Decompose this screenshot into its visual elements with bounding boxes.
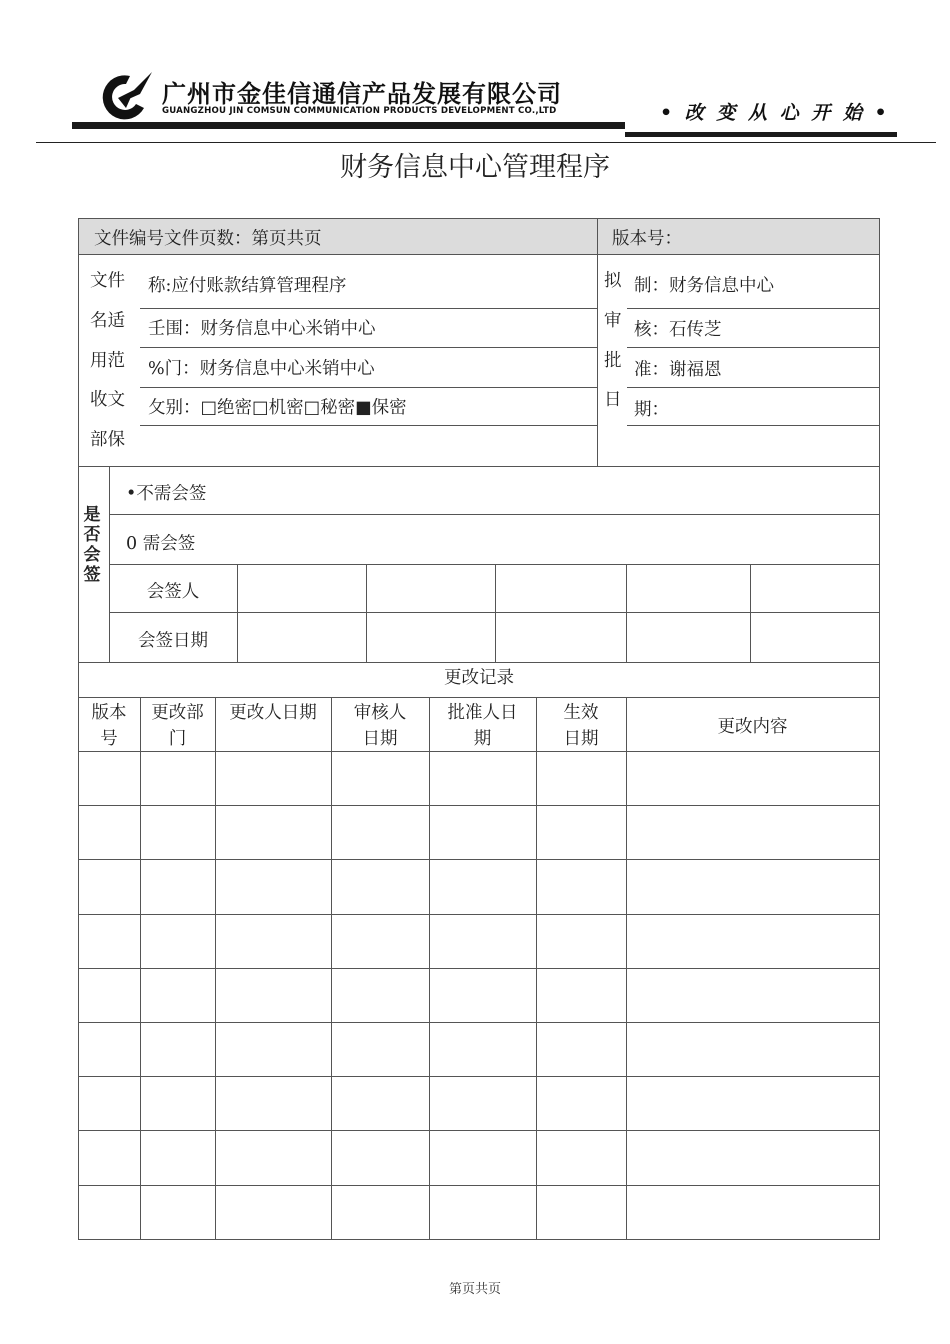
prepared-by: 制：财务信息中心 — [634, 276, 774, 296]
left-label-5: 部保 — [90, 430, 125, 450]
company-logo-icon — [96, 68, 156, 124]
right-label-3: 批 — [604, 351, 622, 371]
company-slogan: • 改 变 从 心 开 始 • — [660, 102, 890, 124]
col-header-changer-date: 更改人日期 — [229, 703, 317, 723]
approved-by: 准：谢福恩 — [634, 360, 722, 380]
col-header-reviewer-date: 审核人 日期 — [353, 703, 407, 749]
left-label-4: 收文 — [90, 390, 125, 410]
doc-number-label: 文件编号文件页数：第页共页 — [94, 229, 322, 249]
countersigner-label: 会签人 — [146, 582, 200, 602]
page-footer: 第页共页 — [448, 1282, 501, 1297]
header-rule — [36, 142, 936, 143]
confidentiality-field: 攵别：□绝密□机密□秘密■保密 — [148, 398, 407, 418]
left-label-1: 文件 — [90, 271, 125, 291]
right-label-2: 审 — [604, 311, 622, 331]
left-label-2: 名适 — [90, 311, 125, 331]
page-title: 财务信息中心管理程序 — [340, 152, 610, 183]
company-name-en: GUANGZHOU JIN COMSUN COMMUNICATION PRODUCTS DEVELOPMENT CO.,LTD — [162, 106, 557, 116]
version-label: 版本号： — [612, 229, 682, 249]
countersign-side-label: 是否会签 — [83, 505, 101, 585]
header-bar — [72, 122, 625, 129]
col-header-change-content: 更改内容 — [717, 717, 788, 737]
col-header-effective-date: 生效 日期 — [563, 703, 599, 749]
company-name-cn: 广州市金佳信通信产品发展有限公司 — [162, 80, 562, 108]
department-field: %门：财务信息中心米销中心 — [148, 359, 375, 379]
scope-field: 壬围：财务信息中心米销中心 — [148, 319, 376, 339]
need-countersign-option: 0 需会签 — [126, 534, 196, 554]
header-bar-right — [625, 132, 897, 137]
col-header-approver-date: 批准人日 期 — [447, 703, 518, 749]
col-header-department: 更改部 门 — [151, 703, 204, 749]
left-label-3: 用范 — [90, 351, 125, 371]
right-label-1: 拟 — [604, 271, 622, 291]
right-label-4: 日 — [604, 390, 622, 410]
countersign-date-label: 会签日期 — [138, 631, 208, 651]
no-countersign-option: •不需会签 — [126, 484, 207, 504]
date-field: 期： — [634, 400, 669, 420]
doc-name-field: 称:应付账款结算管理程序 — [148, 276, 347, 296]
col-header-version: 版本 号 — [91, 703, 127, 749]
change-log-title: 更改记录 — [444, 668, 514, 688]
reviewed-by: 核：石传芝 — [634, 320, 722, 340]
